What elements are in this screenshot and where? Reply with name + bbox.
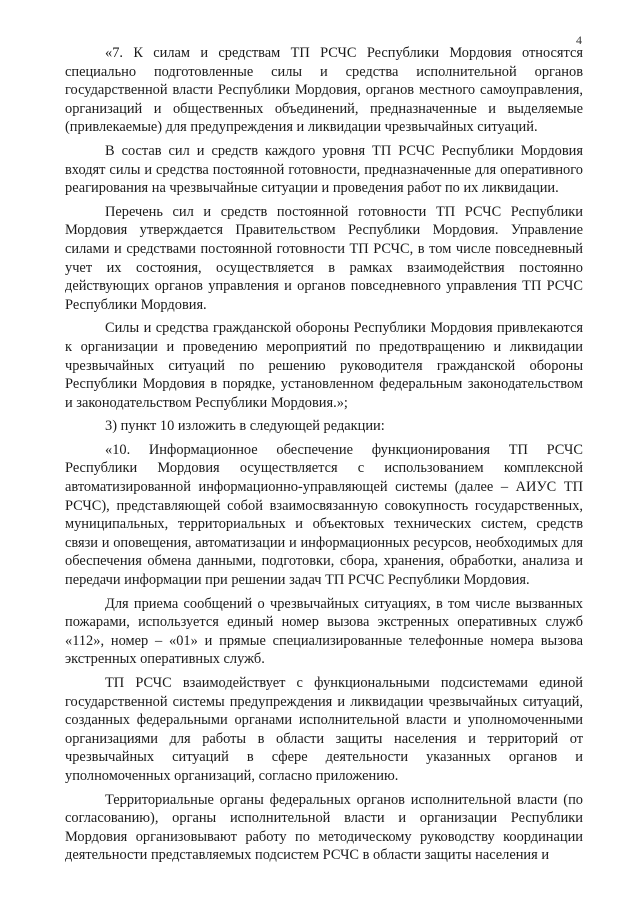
paragraph-forces-list: Перечень сил и средств постоянной готовности ТП РСЧС Республики Мордовия утверждается Правительством Республики Мордовия. Управление силами и средствами постоянной готовности ТП РСЧС, в том числе повседневный учет их состояния, осуществляется в рамках взаимодействия постоянно действующих органов управления и органов повседневного управления ТП РСЧС Республики Мордовия. [65, 203, 583, 313]
page-number: 4 [576, 33, 582, 47]
paragraph-civil-defense: Силы и средства гражданской обороны Республики Мордовия привлекаются к организации и проведению мероприятий по предотвращению и ликвидации чрезвычайных ситуаций по решению руководителя гражданской обороны Республики Мордовия в порядке, установленном федеральным законодательством и законодательством Республики Мордовия.»; [65, 320, 583, 411]
paragraph-emergency-numbers: Для приема сообщений о чрезвычайных ситуациях, в том числе вызванных пожарами, используется единый номер вызова экстренных оперативных служб «112», номер – «01» и прямые специализированные телефонные номера вызова экстренных оперативных служб. [65, 595, 583, 668]
paragraph-interaction: ТП РСЧС взаимодействует с функциональными подсистемами единой государственной системы предупреждения и ликвидации чрезвычайных ситуаций, созданных федеральными органами исполнительной власти и уполномоченными организациями для работы в области защиты населения и территорий от чрезвычайных ситуаций в сфере деятельности указанных органов и уполномоченных организаций, согласно приложению. [65, 675, 583, 784]
paragraph-amendment-item-10: 3) пункт 10 изложить в следующей редакции: [105, 418, 385, 435]
document-body [65, 44, 583, 865]
paragraph-item-7: «7. К силам и средствам ТП РСЧС Республики Мордовия относятся специально подготовленные силы и средства исполнительной органов государственной власти Республики Мордовия, органов местного самоуправления, организаций и общественных объединений, предназначенные и выделяемые (привлекаемые) для предупреждения и ликвидации чрезвычайных ситуаций. [65, 45, 583, 136]
paragraph-forces-composition: В состав сил и средств каждого уровня ТП РСЧС Республики Мордовия входят силы и средства постоянной готовности, предназначенные для оперативного реагирования на чрезвычайные ситуации и проведения работ по их ликвидации. [65, 142, 583, 197]
paragraph-item-10: «10. Информационное обеспечение функционирования ТП РСЧС Республики Мордовия осуществляется с использованием комплексной автоматизированной информационно-управляющей системы (далее – АИУС ТП РСЧС), представляющей собой взаимосвязанную совокупность государственных, муниципальных, территориальных и объектовых технических систем, средств связи и оповещения, автоматизации и информационных ресурсов, необходимых для обеспечения обмена данными, подготовки, сбора, хранения, обработки, анализа и передачи информации при решении задач ТП РСЧС Республики Мордовия. [65, 441, 583, 589]
paragraph-territorial-bodies: Территориальные органы федеральных органов исполнительной власти (по согласованию), органы исполнительной власти и организации Республики Мордовия организовывают работу по методическому руководству координации деятельности представляемых подсистем РСЧС в области защиты населения и [65, 791, 583, 864]
